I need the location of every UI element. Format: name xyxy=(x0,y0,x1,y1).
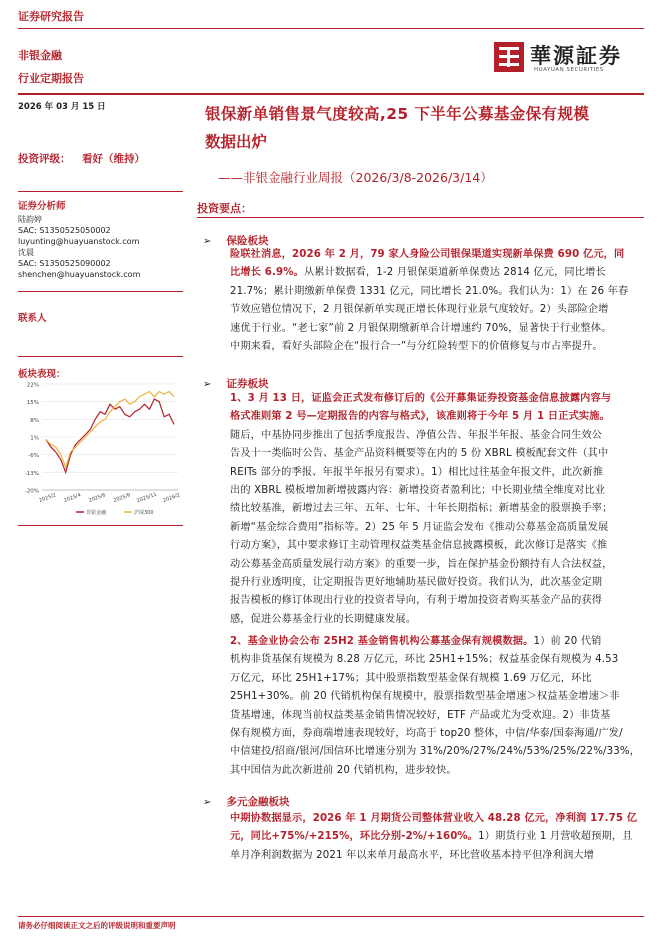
highlight-text: 2、基金业协会公布 25H2 基金销售机构公募基金保有规模数据。 xyxy=(230,636,534,647)
report-date: 2026 年 03 月 15 日 xyxy=(18,102,106,112)
body-text: 动公募基金高质量发展行动方案》的重要一步，旨在保护基金份额持有人合法权益， xyxy=(230,558,613,570)
text-line xyxy=(230,445,644,463)
analyst-sac: SAC: S1350525050002 xyxy=(18,226,111,235)
body-text: 货基增速，体现当前权益类基金销售情况较好，ETF 产品或尤为受欢迎。2）非货基 xyxy=(230,709,611,721)
highlight-text: 险联社消息，2026 年 2 月，79 家人身险公司银保渠道实现新单保费 690 亿元，同 xyxy=(230,249,625,260)
analyst-email: luyunting@huayuanstock.com xyxy=(18,237,140,246)
text-line xyxy=(230,651,644,669)
text-line xyxy=(230,611,644,629)
analyst-name: 沈晨 xyxy=(18,248,34,257)
sidebar-rule-1 xyxy=(18,191,183,192)
analyst-heading: 证券分析师 xyxy=(18,201,66,212)
diversified-paragraph xyxy=(230,810,644,865)
report-category: 行业定期报告 xyxy=(18,72,84,85)
text-line xyxy=(230,847,644,865)
text-line xyxy=(230,519,644,537)
body-text: 告及十一类临时公告、基金产品资料概要等在内的 5 份 XBRL 模板配套文件（其中 xyxy=(230,448,609,460)
body-text: 从累计数据看，1-2 月银保渠道新单保费达 2814 亿元，同比增长 xyxy=(303,267,606,279)
text-line xyxy=(230,810,644,828)
highlight-text: 1、3 月 13 日，证监会正式发布修订后的《公开募集证券投资基金信息披露内容与 xyxy=(230,393,612,404)
section-title: 证券板块 xyxy=(226,378,269,390)
body-text: 速优于行业。“老七家”前 2 月银保期缴新单合计增速约 70%，显著快于行业整体。 xyxy=(230,322,612,334)
series-line-index xyxy=(46,392,174,468)
text-line xyxy=(230,283,644,301)
x-tick-label: 2025/9 xyxy=(112,492,132,504)
logo-text: 華源証券 xyxy=(530,43,622,68)
text-line xyxy=(230,743,644,761)
text-line xyxy=(230,390,644,408)
body-text: 1）前 20 代销 xyxy=(533,636,602,647)
body-text: 节效应错位情况下，2 月银保新单实现正增长体现行业景气度较好。2）头部险企增 xyxy=(230,304,609,316)
text-line xyxy=(230,320,644,338)
invest-points-heading: 投资要点： xyxy=(197,202,252,215)
contact-heading: 联系人 xyxy=(18,313,47,324)
text-line xyxy=(230,427,644,445)
arrow-bullet-icon: ➢ xyxy=(203,797,212,808)
text-line xyxy=(230,500,644,518)
text-line xyxy=(230,670,644,688)
analyst-block-1 xyxy=(18,214,140,280)
company-logo xyxy=(494,40,640,78)
text-line xyxy=(230,707,644,725)
rating-label: 投资评级： xyxy=(18,153,71,165)
report-subtitle: ——非银金融行业周报（2026/3/8-2026/3/14） xyxy=(218,170,493,185)
body-text: 1）期货行业 1 月营收超预期，且 xyxy=(478,831,633,843)
report-title-line1: 银保新单销售景气度较高,25 下半年公募基金保有规模 xyxy=(205,105,590,123)
analyst-email: shenchen@huayuanstock.com xyxy=(18,270,141,279)
y-tick-label: 8% xyxy=(30,417,39,424)
body-text: 感，促进公募基金行业的长期健康发展。 xyxy=(230,613,417,625)
body-text: 单月净利润数据为 2021 年以来单月最高水平，环比营收基本持平但净利润大增 xyxy=(230,849,595,861)
text-line xyxy=(230,556,644,574)
highlight-text: 中期协数据显示，2026 年 1 月期货公司整体营业收入 48.28 亿元，净利润 17.75 亿 xyxy=(230,813,638,824)
invest-heading-rule xyxy=(197,217,644,218)
text-line xyxy=(230,464,644,482)
text-line xyxy=(230,537,644,555)
y-tick-label: 1% xyxy=(30,435,39,442)
body-text: 随后，中基协同步推出了包括季度报告、净值公告、年报半年报、基金合同生效公 xyxy=(230,429,603,441)
body-text: 保有规模方面，券商端增速表现较好，均高于 top20 整体，中信/华泰/国泰海通/广发/ xyxy=(230,728,623,740)
body-text: 行动方案》，其中要求修订主动管理权益类基金信息披露模板，此次修订是落实《推 xyxy=(230,540,608,552)
report-type-label: 证券研究报告 xyxy=(18,10,84,23)
body-text: 机构非货基保有规模为 8.28 万亿元，环比 25H1+15%；权益基金保有规模为 4.53 xyxy=(230,654,619,666)
securities-paragraph-2 xyxy=(230,633,644,780)
sidebar-rule-4 xyxy=(18,525,183,526)
text-line xyxy=(230,574,644,592)
body-text: 25H1+30%。前 20 代销机构保有规模中，股票指数型基金增速＞权益基金增速＞非 xyxy=(230,691,620,703)
analyst-name: 陆韵婷 xyxy=(18,215,42,224)
text-line xyxy=(230,725,644,743)
performance-heading: 板块表现： xyxy=(18,369,66,380)
text-line xyxy=(230,408,644,426)
body-text: 万亿元，环比 25H1+17%；其中股票指数型基金保有规模 1.69 万亿元，环比 xyxy=(230,672,592,684)
body-text: 报告模板的修订体现出行业的投资者导向，有利于增加投资者购买基金产品的获得 xyxy=(230,595,603,607)
highlight-text: 元，同比+75%/+215%，环比分别-2%/+160%。 xyxy=(230,831,479,843)
securities-paragraph-1 xyxy=(230,390,644,629)
text-line xyxy=(230,482,644,500)
y-tick-label: 15% xyxy=(26,400,39,407)
body-text: 出的 XBRL 模板增加新增披露内容：新增投资者盈利比；中长期业绩全维度对比业 xyxy=(230,485,606,497)
x-tick-label: 2025/2 xyxy=(38,492,57,504)
section-title: 保险板块 xyxy=(226,235,269,247)
y-tick-label: -13% xyxy=(24,470,39,477)
text-line xyxy=(230,338,644,356)
top-rule xyxy=(18,28,644,29)
section-title: 多元金融板块 xyxy=(226,796,290,808)
body-text: 其中国信为此次新进前 20 代销机构，进步较快。 xyxy=(230,764,457,776)
arrow-bullet-icon: ➢ xyxy=(203,236,212,247)
x-tick-label: 2025/6 xyxy=(87,492,107,504)
report-title-line2: 数据出炉 xyxy=(205,133,268,151)
series-line-sector xyxy=(46,399,174,472)
text-line xyxy=(230,828,644,846)
performance-chart xyxy=(18,378,183,520)
y-tick-label: 22% xyxy=(26,382,39,389)
x-tick-label: 2025/11 xyxy=(136,491,158,505)
logo-subtext: HUAYUAN SECURITIES xyxy=(534,67,604,73)
text-line xyxy=(230,592,644,610)
text-line xyxy=(230,633,644,651)
x-tick-label: 2026/2 xyxy=(162,492,181,504)
text-line xyxy=(230,762,644,780)
insurance-paragraph xyxy=(230,246,644,356)
y-tick-label: -6% xyxy=(28,453,39,460)
securities-section-header xyxy=(203,372,268,391)
body-text: 中期来看，看好头部险企在“报行合一”与分红险转型下的价值修复与市占率提升。 xyxy=(230,341,603,353)
body-text: 中信建投/招商/银河/国信环比增速分别为 31%/20%/27%/24%/53%/25%/22%/33%， xyxy=(230,746,641,758)
legend-label: 沪深300 xyxy=(134,510,154,516)
text-line xyxy=(230,246,644,264)
body-text: 新增“基金综合费用”指标等。2）25 年 5 月证监会发布《推动公募基金高质量发展 xyxy=(230,521,609,533)
highlight-text: 比增长 6.9%。 xyxy=(230,267,304,279)
logo-seal-icon xyxy=(494,42,524,72)
x-tick-label: 2025/4 xyxy=(63,492,82,504)
text-line xyxy=(230,688,644,706)
highlight-text: 格式准则第 2 号—定期报告的内容与格式》，该准则将于今年 5 月 1 日正式实施。 xyxy=(230,411,610,423)
analyst-sac: SAC: S1350525090002 xyxy=(18,259,111,268)
y-tick-label: -20% xyxy=(24,488,39,495)
arrow-bullet-icon: ➢ xyxy=(203,379,212,390)
sidebar-rule-3 xyxy=(18,356,183,357)
legend-label: 非银金融 xyxy=(86,510,107,516)
text-line xyxy=(230,301,644,319)
diversified-section-header xyxy=(203,790,289,809)
body-text: 提升行业透明度，让定期报告更好地辅助基民做好投资。我们认为，此次基金定期 xyxy=(230,577,603,589)
footer-rule xyxy=(18,916,644,917)
body-text: 21.7%；累计期缴新单保费 1331 亿元，同比增长 21.0%。我们认为：1）在 26 年春 xyxy=(230,285,629,297)
body-text: REITs 部分的季报、年报半年报另有要求）。1）相比过往基金年报文件，此次新推 xyxy=(230,466,604,478)
header-rule xyxy=(18,93,644,95)
body-text: 绩比较基准，新增过去三年、五年、七年、十年长期指标；新增基金的股票换手率； xyxy=(230,503,613,515)
industry-category: 非银金融 xyxy=(18,49,62,62)
sidebar-rule-2 xyxy=(18,291,183,292)
footer-disclaimer: 请务必仔细阅读正文之后的评级说明和重要声明 xyxy=(18,921,176,930)
rating-value: 看好（维持） xyxy=(82,153,145,165)
text-line xyxy=(230,264,644,282)
